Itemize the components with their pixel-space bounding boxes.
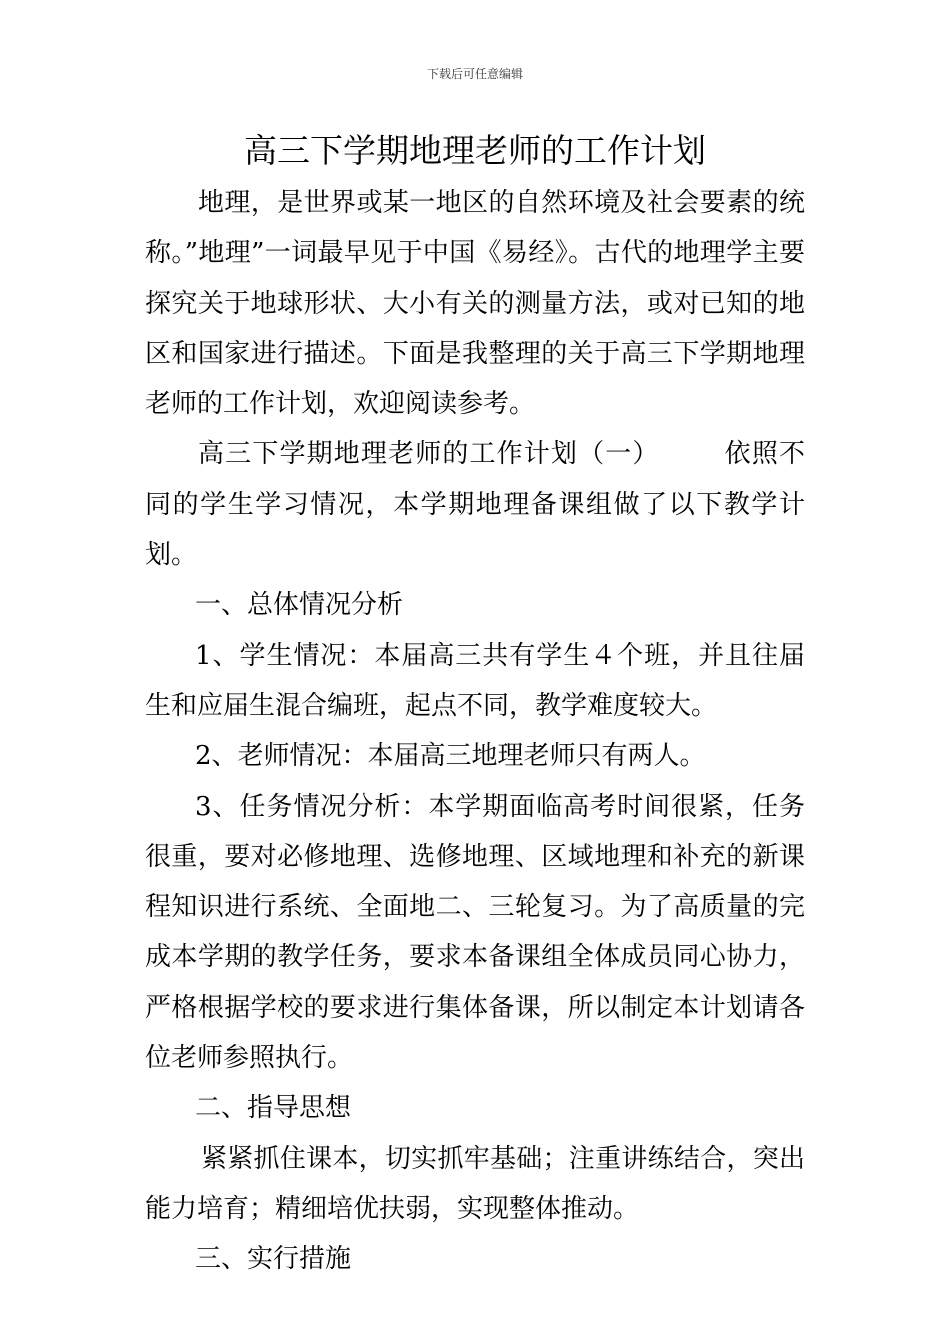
item-2-paragraph: 2、老师情况：本届高三地理老师只有两人。: [195, 741, 706, 772]
item-3-paragraph: 3、任务情况分析：本学期面临高考时间很紧，任务很重，要对必修地理、选修地理、区域地理和补充的新课程知识进行系统、全面地二、三轮复习。为了高质量的完成本学期的教学任务，要求本备课组全体成员同心协力，严格根据学校的要求进行集体备课，所以制定本计划请各位老师参照执行。: [145, 791, 805, 1074]
section-heading-3: 三、实行措施: [195, 1244, 352, 1275]
guideline-paragraph: 紧紧抓住课本，切实抓牢基础；注重讲练结合，突出能力培育；精细培优扶弱，实现整体推动。: [145, 1143, 805, 1224]
plan-heading: 高三下学期地理老师的工作计划（一）: [198, 439, 660, 470]
section-heading-2: 二、指导思想: [195, 1093, 352, 1124]
section-heading-1: 一、总体情况分析: [195, 590, 404, 621]
intro-paragraph: 地理，是世界或某一地区的自然环境及社会要素的统称。”地理”一词最早见于中国《易经》。古代的地理学主要探究关于地球形状、大小有关的测量方法，或对已知的地区和国家进行描述。下面是我整理的关于高三下学期地理老师的工作计划，欢迎阅读参考。: [145, 188, 805, 420]
plan-intro: 依照不同的学生学习情况，本学期地理备课组做了以下教学计划。: [145, 439, 805, 571]
page-header-note: 下载后可任意编辑: [426, 67, 523, 81]
document-body: [145, 178, 805, 1285]
item-1-paragraph: 1、学生情况：本届高三共有学生４个班，并且往届生和应届生混合编班，起点不同，教学难度较大。: [145, 640, 805, 721]
document-title: 高三下学期地理老师的工作计划: [244, 131, 706, 170]
plan-paragraph: [145, 429, 805, 580]
